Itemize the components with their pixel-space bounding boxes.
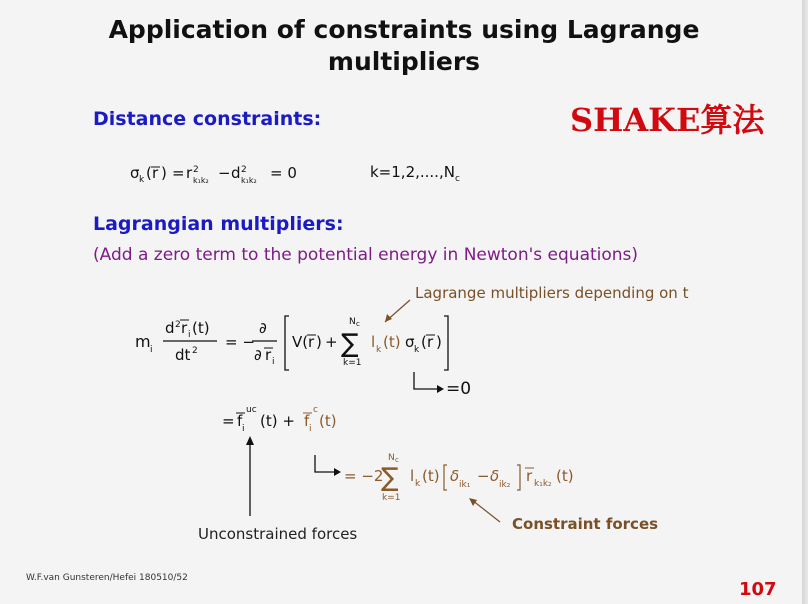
svg-text:N: N: [388, 453, 395, 463]
title-line-1: Application of constraints using Lagrange: [108, 15, 700, 44]
svg-text:N: N: [349, 317, 356, 327]
svg-text:k₁k₂: k₁k₂: [193, 176, 209, 185]
svg-text:2: 2: [193, 165, 199, 175]
svg-text:=: =: [222, 412, 235, 430]
svg-text:(t): (t): [383, 333, 401, 351]
svg-text:r: r: [152, 164, 159, 182]
slide-title: [0, 14, 808, 78]
page-number: 107: [739, 579, 777, 600]
svg-text:∂: ∂: [254, 346, 262, 364]
unconstrained-arrow: [243, 436, 257, 518]
slide-right-border: [802, 0, 808, 604]
svg-text:c: c: [313, 405, 318, 415]
svg-text:dt: dt: [175, 346, 191, 364]
force-decomposition-equation: [222, 404, 382, 436]
svg-text:k₁k₂: k₁k₂: [534, 479, 552, 489]
svg-text:(t) +: (t) +: [260, 412, 295, 430]
svg-text:uc: uc: [246, 405, 257, 415]
distance-k-range: $k=1,2,....,N_c$: [370, 163, 460, 184]
svg-text:= −: = −: [225, 333, 255, 351]
svg-text:i: i: [272, 357, 275, 367]
svg-text:(t): (t): [319, 412, 337, 430]
svg-text:V(: V(: [292, 333, 309, 351]
svg-text:d: d: [231, 164, 241, 182]
k-range-text: k=1,2,....,N: [370, 163, 455, 181]
svg-text:k₁k₂: k₁k₂: [241, 176, 257, 185]
svg-text:δ: δ: [490, 467, 500, 485]
svg-text:l: l: [410, 467, 415, 485]
svg-text:i: i: [242, 424, 245, 434]
svg-text:i: i: [150, 345, 153, 355]
svg-text:−: −: [218, 164, 231, 182]
svg-text:ik₂: ik₂: [499, 480, 511, 490]
svg-text:r: r: [526, 467, 533, 485]
svg-text:r: r: [186, 164, 193, 182]
svg-text:r: r: [265, 346, 272, 364]
svg-text:k: k: [139, 175, 145, 185]
svg-text:r: r: [427, 333, 434, 351]
svg-text:δ: δ: [450, 467, 460, 485]
svg-text:−: −: [477, 467, 490, 485]
svg-text:d: d: [165, 319, 175, 337]
equals-zero-label: =0: [446, 379, 472, 399]
svg-text:∂: ∂: [259, 319, 267, 337]
svg-text:+: +: [325, 333, 338, 351]
svg-text:σ: σ: [405, 333, 415, 351]
svg-text:f: f: [237, 412, 243, 430]
svg-text:(t): (t): [192, 319, 210, 337]
svg-text:2: 2: [175, 320, 181, 330]
svg-text:=: =: [172, 164, 185, 182]
svg-text:(t): (t): [556, 467, 574, 485]
svg-text:): ): [316, 333, 322, 351]
svg-text:l: l: [371, 333, 376, 351]
svg-text:m: m: [135, 332, 151, 351]
svg-text:c: c: [395, 456, 399, 464]
svg-text:): ): [436, 333, 442, 351]
svg-text:σ: σ: [130, 164, 140, 182]
shake-algorithm-label: SHAKE算法: [570, 101, 765, 139]
svg-text:k=1: k=1: [382, 493, 401, 503]
lagrange-dependency-annotation: Lagrange multipliers depending on t: [415, 284, 689, 302]
svg-text:(t): (t): [422, 467, 440, 485]
svg-text:= 0: = 0: [270, 164, 297, 182]
svg-text:(: (: [421, 333, 427, 351]
svg-text:k=1: k=1: [343, 358, 362, 368]
svg-text:): ): [161, 164, 167, 182]
lagrangian-multipliers-heading: Lagrangian multipliers:: [93, 213, 344, 235]
distance-constraints-heading: Distance constraints:: [93, 108, 322, 130]
svg-text:∑: ∑: [341, 329, 359, 359]
svg-text:(: (: [146, 164, 152, 182]
constraint-forces-label: Constraint forces: [512, 515, 659, 533]
svg-text:= −2: = −2: [344, 467, 384, 485]
svg-text:ik₁: ik₁: [459, 480, 471, 490]
equation-of-motion: [135, 306, 475, 376]
zero-term-note: (Add a zero term to the potential energy in Newton's equations): [93, 245, 639, 265]
unconstrained-forces-label: Unconstrained forces: [198, 525, 358, 543]
constraint-forces-pointer: [466, 496, 506, 526]
svg-text:c: c: [356, 320, 360, 328]
svg-text:f: f: [304, 412, 310, 430]
svg-text:k: k: [376, 345, 382, 355]
svg-text:i: i: [309, 424, 312, 434]
svg-text:2: 2: [241, 165, 247, 175]
svg-text:k: k: [415, 479, 421, 489]
title-line-2: multipliers: [327, 47, 481, 76]
svg-text:k: k: [414, 345, 420, 355]
svg-text:r: r: [308, 333, 315, 351]
svg-text:r: r: [181, 319, 188, 337]
slide-footer: W.F.van Gunsteren/Hefei 180510/52: [26, 573, 188, 583]
svg-text:∑: ∑: [381, 463, 399, 493]
svg-text:2: 2: [192, 346, 198, 356]
lagrange-arrow: [380, 298, 420, 328]
svg-text:i: i: [188, 330, 191, 340]
